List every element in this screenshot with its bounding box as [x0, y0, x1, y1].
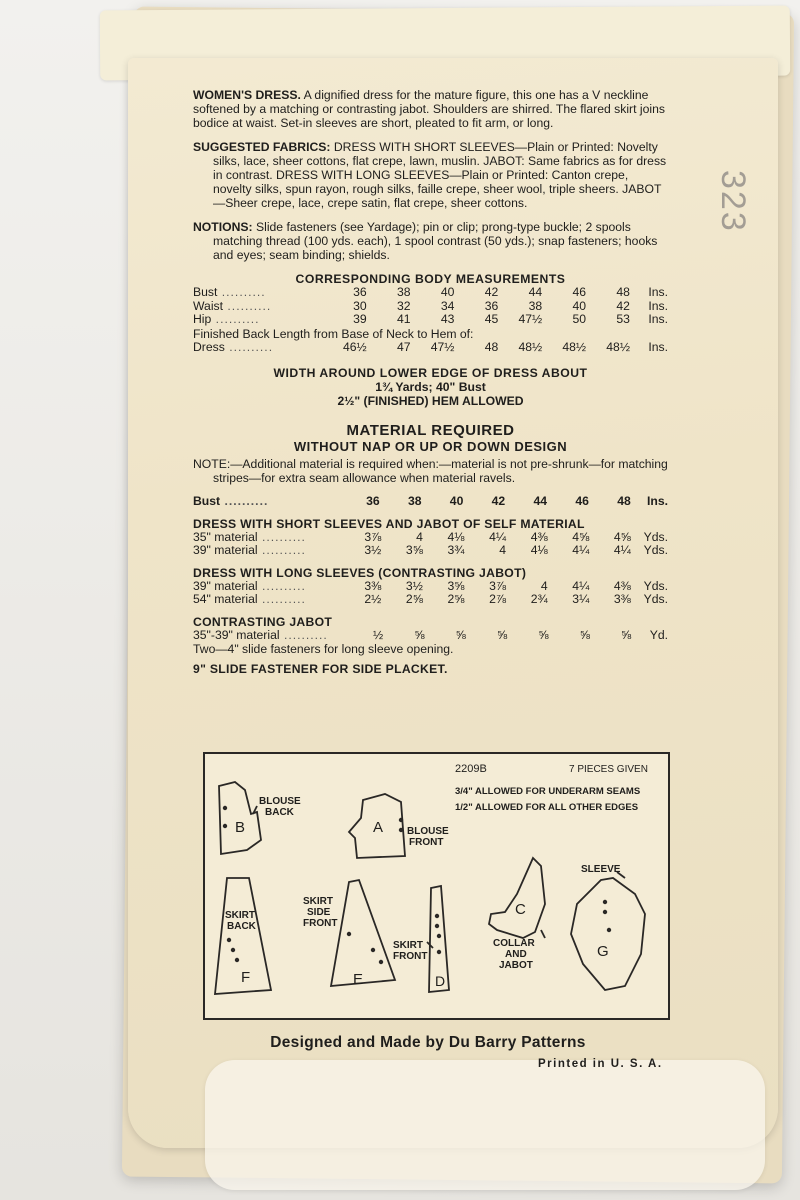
row-label — [193, 300, 323, 314]
row-value: 40 — [572, 298, 587, 313]
piece-b-letter: B — [235, 819, 246, 836]
row-value: 3½ — [364, 543, 382, 557]
row-unit: Ins. — [648, 339, 668, 354]
row-value: 40 — [449, 494, 464, 508]
row-value: 3⅞ — [489, 578, 507, 593]
row-label-text: Hip — [193, 312, 212, 326]
material-bust-table — [193, 495, 668, 509]
side-placket-note: 9" SLIDE FASTENER FOR SIDE PLACKET. — [193, 662, 448, 676]
row-label — [193, 313, 323, 327]
measurement-row — [193, 531, 668, 545]
side-number: 323 — [714, 170, 752, 233]
row-value: 42 — [484, 285, 499, 299]
row-label-text: 35" material — [193, 529, 258, 544]
measurement-row — [193, 495, 668, 509]
row-value: 42 — [616, 298, 630, 313]
row-value: 46½ — [342, 339, 367, 354]
row-label — [193, 544, 340, 558]
piece-skirt-side-front — [331, 880, 395, 986]
row-value: 41 — [396, 312, 411, 326]
row-value: 3¾ — [447, 543, 465, 557]
piece-c-label-2: AND — [505, 949, 527, 960]
row-value: 4¼ — [613, 543, 631, 557]
yardage-section-title: DRESS WITH SHORT SLEEVES AND JABOT OF SELF MATERIAL — [193, 516, 585, 531]
measurement-row — [193, 544, 668, 558]
row-value: 4¼ — [572, 543, 590, 557]
measurement-row — [193, 593, 668, 607]
piece-e-letter: E — [353, 971, 364, 988]
row-value: 44 — [533, 494, 548, 508]
row-value: ⅝ — [497, 627, 508, 642]
row-label — [193, 286, 323, 300]
yardage-table — [193, 629, 668, 643]
designed-by: Designed and Made by Du Barry Patterns — [270, 1034, 586, 1051]
piece-a-label-1: BLOUSE — [407, 826, 449, 837]
row-value: 2½ — [364, 592, 382, 606]
row-value: 2¾ — [530, 592, 548, 606]
row-value: 38 — [407, 494, 422, 508]
tape-strip — [205, 1060, 765, 1190]
row-unit: Yd. — [649, 627, 668, 642]
row-label-text: Bust — [193, 285, 218, 299]
row-value: 48½ — [606, 339, 631, 354]
piece-f-label-2: BACK — [227, 921, 256, 932]
intro-text: A dignified dress for the mature figure, this one has a V neckline softened by a matching or contrasting jabot. Shoulders are shirred. The flared skirt joins bodice at waist. Set-in sleeves are short, pleated to fit arm, or long. — [193, 88, 665, 130]
row-value: 4⅝ — [572, 529, 590, 544]
notions-paragraph — [193, 220, 668, 262]
row-label — [193, 580, 340, 594]
row-value: 4 — [499, 543, 507, 557]
measurement-row — [193, 286, 668, 300]
row-value: 4 — [416, 529, 423, 544]
row-unit: Ins. — [648, 285, 668, 299]
seam-allowance-underarm: 3/4" ALLOWED FOR UNDERARM SEAMS — [455, 786, 641, 797]
row-value: 39 — [353, 312, 367, 326]
row-value: 48 — [617, 494, 631, 508]
row-value: 45 — [484, 312, 499, 326]
fastener-note: Two—4" slide fasteners for long sleeve opening. — [193, 642, 454, 656]
fabrics-paragraph — [193, 140, 668, 210]
row-value: 2⅝ — [405, 592, 423, 606]
row-value: 4⅜ — [530, 529, 548, 544]
row-value: ⅝ — [538, 627, 549, 642]
piece-blouse-back — [219, 782, 261, 854]
leader-dots: .......... — [257, 543, 306, 557]
row-label — [193, 341, 323, 355]
row-value: ⅝ — [621, 627, 632, 642]
piece-d-label-2: FRONT — [393, 951, 428, 962]
leader-dots: .......... — [220, 494, 269, 508]
row-value: 48½ — [518, 339, 543, 354]
piece-g-label: SLEEVE — [581, 864, 621, 875]
row-value: 4⅜ — [613, 578, 631, 593]
row-value: 47½ — [518, 312, 543, 326]
pattern-pieces-diagram — [203, 752, 670, 1020]
row-value: 4⅛ — [447, 529, 465, 544]
body-measurements-title: CORRESPONDING BODY MEASUREMENTS — [295, 272, 566, 286]
row-value: 48 — [616, 285, 630, 299]
row-value: 47 — [396, 339, 411, 354]
piece-d-letter: D — [435, 973, 446, 989]
row-label-text: Dress — [193, 339, 225, 354]
row-label-text: Waist — [193, 298, 224, 313]
row-value: ⅝ — [579, 627, 590, 642]
piece-c-label-3: JABOT — [499, 960, 533, 971]
seam-allowance-other: 1/2" ALLOWED FOR ALL OTHER EDGES — [455, 802, 639, 813]
row-value: 43 — [440, 312, 455, 326]
leader-dots: .......... — [257, 592, 306, 606]
leader-dots: .......... — [257, 578, 306, 593]
leader-dots: .......... — [224, 339, 274, 354]
row-unit: Ins. — [648, 298, 668, 313]
piece-c-letter: C — [515, 901, 526, 918]
intro-lead: WOMEN'S DRESS. — [193, 88, 301, 102]
row-value: 4¼ — [572, 578, 590, 593]
row-value: ½ — [372, 627, 384, 642]
row-value: 3⅝ — [405, 543, 423, 557]
row-unit: Yds. — [643, 592, 668, 606]
measurement-row — [193, 629, 668, 643]
piece-b-label-1: BLOUSE — [259, 796, 301, 807]
pattern-number: 2209B — [455, 763, 487, 775]
row-value: 46 — [572, 285, 587, 299]
row-unit: Yds. — [643, 529, 668, 544]
yardage-table — [193, 531, 668, 558]
width-line-1: 1¾ Yards; 40" Bust — [375, 380, 486, 394]
row-value: 48 — [484, 339, 499, 354]
row-value: 3¼ — [572, 592, 590, 606]
piece-f-letter: F — [241, 969, 251, 986]
row-value: 3⅜ — [364, 578, 382, 593]
row-label — [193, 495, 338, 509]
piece-e-label-2: SIDE — [307, 907, 331, 918]
row-value: 53 — [616, 312, 630, 326]
leader-dots: .......... — [211, 312, 260, 326]
fabrics-lead: SUGGESTED FABRICS: — [193, 140, 331, 154]
material-note: NOTE:—Additional material is required when:—material is not pre-shrunk—for matching stripes—for extra seam allowance when material ravels. — [193, 457, 668, 485]
row-value: 2⅝ — [447, 592, 465, 606]
row-value: 38 — [396, 285, 411, 299]
row-value: 36 — [484, 298, 499, 313]
row-value: 3⅜ — [613, 592, 631, 606]
row-value: 34 — [440, 298, 455, 313]
row-label — [193, 593, 340, 607]
width-line-2: 2½" (FINISHED) HEM ALLOWED — [337, 394, 524, 408]
row-label-text: 39" material — [193, 543, 258, 557]
piece-collar-jabot — [489, 858, 545, 938]
yardage-table — [193, 580, 668, 607]
dress-length-table — [193, 341, 668, 355]
measurement-row — [193, 313, 668, 327]
piece-f-label-1: SKIRT — [225, 910, 255, 921]
measurement-row — [193, 580, 668, 594]
material-title: MATERIAL REQUIRED — [346, 422, 515, 439]
measurement-row — [193, 300, 668, 314]
row-value: 46 — [575, 494, 589, 508]
row-value: 44 — [528, 285, 543, 299]
piece-b-label-2: BACK — [265, 807, 294, 818]
material-subtitle: WITHOUT NAP OR UP OR DOWN DESIGN — [293, 439, 568, 454]
row-unit: Yds. — [643, 578, 668, 593]
row-label — [193, 629, 342, 643]
row-value: ⅝ — [455, 627, 466, 642]
leader-dots: .......... — [217, 285, 266, 299]
piece-e-label-3: FRONT — [303, 918, 338, 929]
intro-paragraph — [193, 88, 668, 130]
row-value: 47½ — [430, 339, 455, 354]
pattern-text — [193, 88, 668, 676]
row-label-text: 39" material — [193, 578, 258, 593]
piece-d-label-1: SKIRT — [393, 940, 423, 951]
material-sections — [193, 517, 668, 643]
row-value: 50 — [572, 312, 587, 326]
row-value: 3½ — [405, 578, 423, 593]
row-value: 4 — [540, 578, 548, 593]
piece-g-letter: G — [597, 943, 609, 960]
piece-e-label-1: SKIRT — [303, 896, 333, 907]
measurement-row — [193, 341, 668, 355]
piece-a-letter: A — [373, 819, 384, 836]
row-value: 42 — [491, 494, 506, 508]
row-value: 4¼ — [489, 529, 507, 544]
row-label — [193, 531, 340, 545]
row-value: 4⅛ — [530, 543, 548, 557]
piece-sleeve — [571, 878, 645, 990]
row-value: 48½ — [562, 339, 587, 354]
width-title: WIDTH AROUND LOWER EDGE OF DRESS ABOUT — [273, 366, 588, 380]
row-value: 30 — [353, 298, 367, 313]
row-label-text: 35"-39" material — [193, 627, 280, 642]
row-value: 36 — [353, 285, 367, 299]
row-value: 3⅝ — [447, 578, 465, 593]
row-unit: Ins. — [647, 494, 668, 508]
row-value: 4⅝ — [613, 529, 631, 544]
yardage-section-title: DRESS WITH LONG SLEEVES (CONTRASTING JABOT) — [193, 565, 527, 580]
row-value: 38 — [528, 298, 543, 313]
yardage-section-title: CONTRASTING JABOT — [193, 614, 333, 629]
row-value: 2⅞ — [489, 592, 507, 606]
printed-in: Printed in U. S. A. — [538, 1058, 663, 1070]
fabrics-text: DRESS WITH SHORT SLEEVES—Plain or Printed: Novelty silks, lace, sheer cottons, flat crepe, lawn, muslin. JABOT: Same fabrics as for dress in contrast. DRESS WITH LONG SLEEVES—Plain or Printed: Canton crepe, novelty silks, spun rayon, rough silks, faille crepe, sheer wool, triple sheers. JABOT—Sheer crepe, lace, crepe satin, flat crepe, sheer cottons. — [213, 140, 667, 210]
row-value: 40 — [440, 285, 455, 299]
piece-a-label-2: FRONT — [409, 837, 444, 848]
piece-c-label-1: COLLAR — [493, 938, 535, 949]
notions-text: Slide fasteners (see Yardage); pin or clip; prong-type buckle; 2 spools matching thread (100 yds. each), 1 spool contrast (50 yds.); snap fasteners; hooks and eyes; seam binding; shields. — [213, 220, 658, 262]
row-value: 32 — [396, 298, 411, 313]
notions-lead: NOTIONS: — [193, 220, 253, 234]
row-unit: Ins. — [648, 312, 668, 326]
back-length-note: Finished Back Length from Base of Neck to Hem of: — [193, 326, 474, 341]
row-label-text: 54" material — [193, 592, 258, 606]
row-unit: Yds. — [643, 543, 668, 557]
leader-dots: .......... — [257, 529, 306, 544]
row-value: 3⅞ — [364, 529, 382, 544]
row-value: ⅝ — [414, 627, 425, 642]
leader-dots: .......... — [223, 298, 272, 313]
body-measurements-table — [193, 286, 668, 327]
row-value: 36 — [366, 494, 380, 508]
leader-dots: .......... — [279, 627, 328, 642]
pieces-given: 7 PIECES GIVEN — [569, 764, 648, 775]
row-label-text: Bust — [193, 494, 221, 508]
